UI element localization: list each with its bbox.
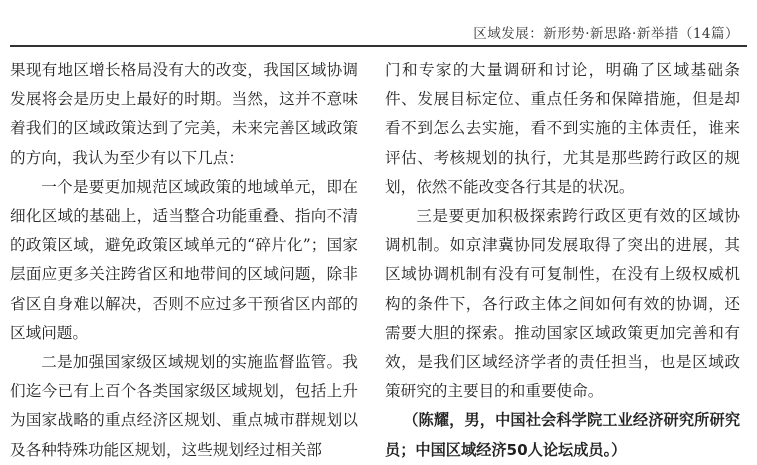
paragraph-point-one: 一个是要更加规范区域政策的地域单元，即在细化区域的基础上，适当整合功能重叠、指向不清的政策区域，避免政策区域单元的“碎片化”；国家层面应更多关注跨省区和地带间的区域问题，除非省区自身难以解决，否则不应过多干预省区内部的区域问题。 bbox=[10, 177, 358, 342]
header-divider bbox=[10, 45, 747, 47]
running-header-title: 区域发展：新形势·新思路·新举措（14篇） bbox=[473, 26, 739, 42]
author-note: （陈耀，男，中国社会科学院工业经济研究所研究员；中国区域经济50人论坛成员。） bbox=[385, 411, 740, 459]
paragraph-continued: 果现有地区增长格局没有大的改变，我国区域协调发展将会是历史上最好的时期。当然，这并不意味着我们的区域政策达到了完美，未来完善区域政策的方向，我认为至少有以下几点： bbox=[10, 61, 358, 167]
paragraph-point-two: 二是加强国家级区域规划的实施监督监管。我们迄今已有上百个各类国家级区域规划，包括上升为国家战略的重点经济区规划、重点城市群规划以及各种特殊功能区规划，这些规划经过相关部 bbox=[10, 353, 358, 459]
paragraph-point-three: 三是要更加积极探索跨行政区更有效的区域协调机制。如京津冀协同发展取得了突出的进展，其区域协调机制有没有可复制性，在没有上级权威机构的条件下，各行政主体之间如何有效的协调，还需要大胆的探索。推动国家区域政策更加完善和有效，是我们区域经济学者的责任担当，也是区域政策研究的主要目的和重要使命。 bbox=[385, 207, 740, 401]
left-column bbox=[10, 56, 358, 459]
right-column bbox=[385, 56, 740, 459]
paragraph-continued-right: 门和专家的大量调研和讨论，明确了区域基础条件、发展目标定位、重点任务和保障措施，但是却看不到怎么去实施，看不到实施的主体责任，谁来评估、考核规划的执行，尤其是那些跨行政区的规划，依然不能改变各行其是的状况。 bbox=[385, 61, 740, 196]
page-header bbox=[0, 0, 757, 44]
